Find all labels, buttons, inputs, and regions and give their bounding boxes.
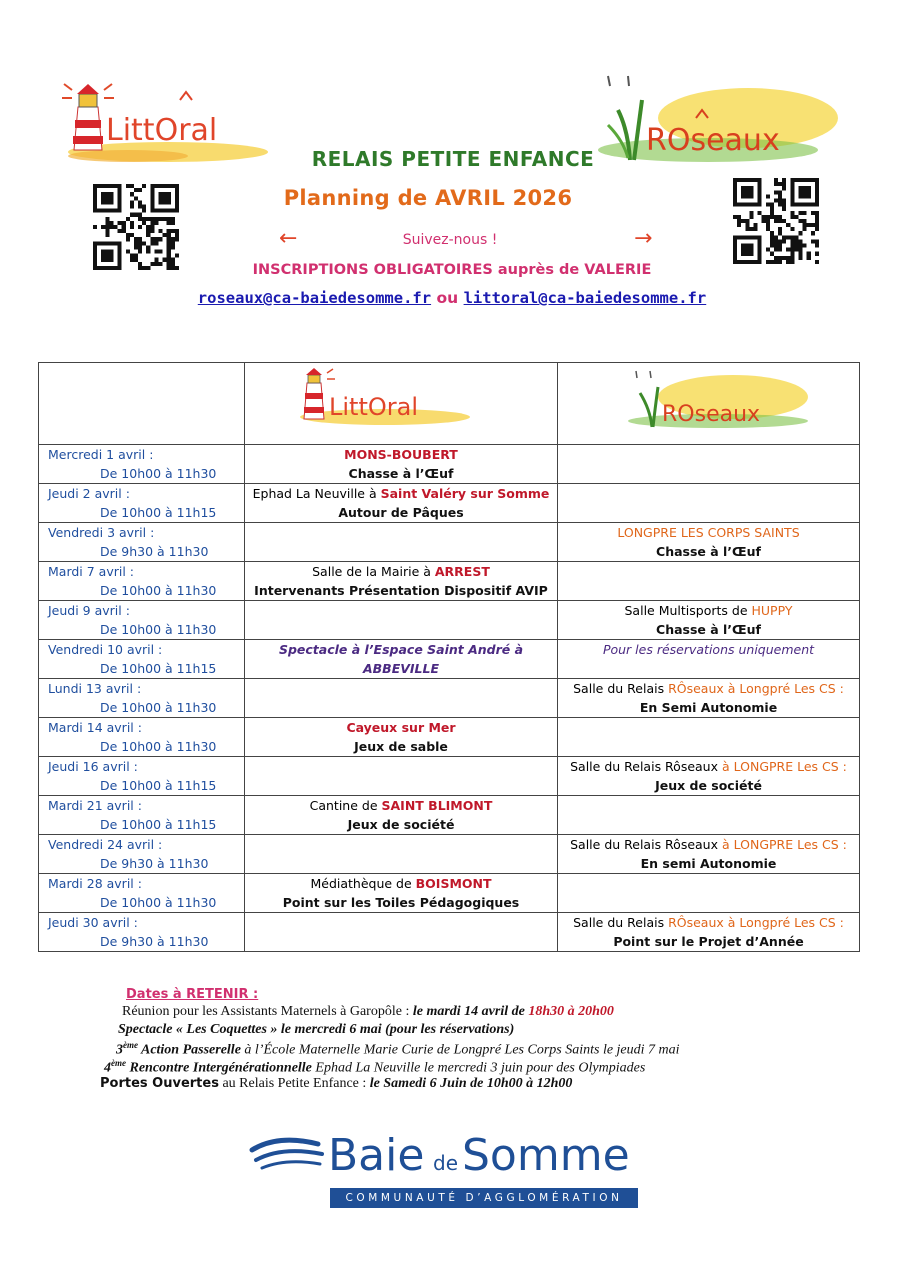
follow-text: Suivez-nous ! xyxy=(402,232,498,248)
table-row xyxy=(39,796,860,835)
activity-venue: Salle Multisports de xyxy=(624,603,752,618)
brand-somme: Somme xyxy=(462,1130,630,1181)
day-label: Mardi 28 avril : xyxy=(48,876,142,891)
retenir-4-num: 4 xyxy=(104,1060,111,1076)
time-label: De 9h30 à 11h30 xyxy=(100,934,209,949)
littoral-activity-cell xyxy=(245,796,558,835)
table-row xyxy=(39,913,860,952)
roseaux-activity-cell xyxy=(558,718,860,757)
activity-note: Pour les réservations uniquement xyxy=(602,642,815,657)
activity-title: Point sur le Projet d’Année xyxy=(613,934,804,949)
retenir-line-4 xyxy=(104,1058,645,1077)
date-cell xyxy=(39,445,245,484)
day-label: Lundi 13 avril : xyxy=(48,681,142,696)
day-label: Jeudi 2 avril : xyxy=(48,486,130,501)
table-row xyxy=(39,640,860,679)
retenir-3b: à l’École Maternelle Marie Curie de Longpré Les Corps Saints le jeudi 7 mai xyxy=(240,1042,680,1058)
date-cell xyxy=(39,484,245,523)
activity-venue: Salle du Relais Rôseaux xyxy=(570,837,722,852)
table-row xyxy=(39,835,860,874)
dates-retenir-title: Dates à RETENIR : xyxy=(126,987,259,1002)
activity-venue: Cantine de xyxy=(309,798,382,813)
retenir-4-sup: ème xyxy=(111,1058,126,1068)
activity-venue: Salle du Relais xyxy=(573,681,669,696)
littoral-activity-cell xyxy=(245,562,558,601)
date-cell xyxy=(39,757,245,796)
activity-place: LONGPRE LES CORPS SAINTS xyxy=(617,525,800,540)
activity-title: Point sur les Toiles Pédagogiques xyxy=(282,895,520,910)
day-label: Vendredi 10 avril : xyxy=(48,642,163,657)
littoral-activity-cell xyxy=(245,484,558,523)
retenir-1b: le mardi 14 avril de xyxy=(412,1004,529,1019)
roseaux-logo-small xyxy=(558,363,860,439)
table-row xyxy=(39,874,860,913)
activity-place: BOISMONT xyxy=(415,876,492,891)
littoral-logo-text: LittOral xyxy=(106,113,218,148)
day-label: Jeudi 30 avril : xyxy=(48,915,138,930)
date-cell xyxy=(39,874,245,913)
roseaux-activity-cell xyxy=(558,835,860,874)
day-label: Vendredi 3 avril : xyxy=(48,525,155,540)
activity-title: Jeux de société xyxy=(655,778,762,793)
day-label: Vendredi 24 avril : xyxy=(48,837,163,852)
activity-title: En semi Autonomie xyxy=(640,856,777,871)
littoral-activity-cell xyxy=(245,835,558,874)
wave-icon xyxy=(252,1140,322,1168)
time-label: De 10h00 à 11h15 xyxy=(100,778,217,793)
time-label: De 10h00 à 11h30 xyxy=(100,895,217,910)
roseaux-activity-cell xyxy=(558,679,860,718)
littoral-activity-cell xyxy=(245,445,558,484)
table-row xyxy=(39,523,860,562)
littoral-activity-cell xyxy=(245,679,558,718)
retenir-line-2: Spectacle « Les Coquettes » le mercredi 6 mai (pour les réservations) xyxy=(118,1022,515,1037)
retenir-3-sup: ème xyxy=(123,1040,138,1050)
activity-venue: Salle du Relais Rôseaux xyxy=(570,759,722,774)
activity-title: Chasse à l’Œuf xyxy=(348,466,454,481)
activity-place: HUPPY xyxy=(751,603,793,618)
date-cell xyxy=(39,835,245,874)
table-row xyxy=(39,601,860,640)
retenir-1a: Réunion pour les Assistants Maternels à Garopôle : xyxy=(122,1004,413,1019)
littoral-activity-cell xyxy=(245,601,558,640)
table-header-roseaux xyxy=(558,363,860,445)
activity-place: Spectacle à l’Espace Saint André à xyxy=(278,642,524,657)
date-cell xyxy=(39,601,245,640)
day-label: Mardi 21 avril : xyxy=(48,798,142,813)
day-label: Jeudi 9 avril : xyxy=(48,603,130,618)
littoral-activity-cell xyxy=(245,757,558,796)
activity-place: à LONGPRE Les CS : xyxy=(721,759,847,774)
arrow-right-icon: → xyxy=(634,226,653,251)
retenir-5a: Portes Ouvertes xyxy=(100,1076,219,1091)
date-cell xyxy=(39,640,245,679)
retenir-line-1 xyxy=(122,1004,614,1020)
date-cell xyxy=(39,679,245,718)
roseaux-activity-cell xyxy=(558,913,860,952)
time-label: De 9h30 à 11h30 xyxy=(100,544,209,559)
retenir-4b: Ephad La Neuville le mercredi 3 juin pour des Olympiades xyxy=(311,1060,646,1076)
brand-tagline: COMMUNAUTÉ D’AGGLOMÉRATION xyxy=(330,1188,638,1208)
littoral-activity-cell xyxy=(245,640,558,679)
roseaux-logo-small-text: ROseaux xyxy=(662,402,761,427)
activity-title: En Semi Autonomie xyxy=(639,700,778,715)
email-separator: ou xyxy=(436,289,459,307)
activity-venue: Salle de la Mairie à xyxy=(312,564,435,579)
table-row xyxy=(39,718,860,757)
activity-title: Jeux de société xyxy=(347,817,455,832)
roseaux-activity-cell xyxy=(558,757,860,796)
roseaux-activity-cell xyxy=(558,562,860,601)
brand-baie: Baie xyxy=(328,1130,425,1181)
table-row xyxy=(39,445,860,484)
littoral-logo-small-text: LittOral xyxy=(329,393,418,421)
littoral-activity-cell xyxy=(245,874,558,913)
activity-place: RÔseaux à Longpré Les CS : xyxy=(668,915,844,930)
activity-place: à LONGPRE Les CS : xyxy=(721,837,847,852)
arrow-left-icon: ← xyxy=(279,226,298,251)
day-label: Mardi 14 avril : xyxy=(48,720,142,735)
roseaux-activity-cell xyxy=(558,523,860,562)
roseaux-activity-cell xyxy=(558,874,860,913)
activity-place: SAINT BLIMONT xyxy=(381,798,493,813)
retenir-3a: Action Passerelle xyxy=(138,1042,241,1058)
email-line xyxy=(2,289,900,307)
roseaux-activity-cell xyxy=(558,640,860,679)
roseaux-activity-cell xyxy=(558,484,860,523)
inscriptions-notice: INSCRIPTIONS OBLIGATOIRES auprès de VALERIE xyxy=(252,262,652,278)
date-cell xyxy=(39,562,245,601)
activity-place: Cayeux sur Mer xyxy=(346,720,456,735)
table-row xyxy=(39,679,860,718)
time-label: De 9h30 à 11h30 xyxy=(100,856,209,871)
activity-title: Chasse à l’Œuf xyxy=(656,622,761,637)
activity-place: ARREST xyxy=(434,564,490,579)
email-roseaux-link[interactable]: roseaux@ca-baiedesomme.fr xyxy=(197,289,432,307)
time-label: De 10h00 à 11h15 xyxy=(100,505,217,520)
time-label: De 10h00 à 11h30 xyxy=(100,700,217,715)
time-label: De 10h00 à 11h30 xyxy=(100,739,217,754)
activity-venue: Salle du Relais xyxy=(573,915,669,930)
brand-de: de xyxy=(433,1151,458,1175)
table-row xyxy=(39,757,860,796)
retenir-3-num: 3 xyxy=(116,1042,123,1058)
time-label: De 10h00 à 11h30 xyxy=(100,466,217,481)
littoral-activity-cell xyxy=(245,913,558,952)
activity-place: RÔseaux à Longpré Les CS : xyxy=(668,681,844,696)
date-cell xyxy=(39,523,245,562)
table-header-littoral xyxy=(245,363,558,445)
activity-place: MONS-BOUBERT xyxy=(344,447,458,462)
littoral-activity-cell xyxy=(245,718,558,757)
roseaux-activity-cell xyxy=(558,796,860,835)
littoral-activity-cell xyxy=(245,523,558,562)
table-row xyxy=(39,484,860,523)
date-cell xyxy=(39,796,245,835)
retenir-line-5 xyxy=(100,1076,572,1092)
page-title: RELAIS PETITE ENFANCE xyxy=(311,147,595,171)
roseaux-activity-cell xyxy=(558,445,860,484)
retenir-line-3 xyxy=(116,1040,680,1059)
table-row xyxy=(39,562,860,601)
retenir-5b: au Relais Petite Enfance : xyxy=(218,1076,370,1091)
activity-venue: Ephad La Neuville à xyxy=(252,486,381,501)
activity-title: Intervenants Présentation Dispositif AVIP xyxy=(254,583,548,598)
email-littoral-link[interactable]: littoral@ca-baiedesomme.fr xyxy=(463,289,707,307)
day-label: Jeudi 16 avril : xyxy=(48,759,138,774)
time-label: De 10h00 à 11h15 xyxy=(100,817,217,832)
time-label: De 10h00 à 11h30 xyxy=(100,583,217,598)
table-header-empty xyxy=(39,363,245,445)
activity-place: ABBEVILLE xyxy=(362,661,440,676)
retenir-1c: 18h30 à 20h00 xyxy=(528,1004,614,1019)
activity-title: Autour de Pâques xyxy=(338,505,464,520)
retenir-4a: Rencontre Intergénérationnelle xyxy=(126,1060,312,1076)
date-cell xyxy=(39,718,245,757)
roseaux-logo-text: ROseaux xyxy=(646,123,780,158)
page-subtitle: Planning de AVRIL 2026 xyxy=(283,186,573,210)
activity-title: Jeux de sable xyxy=(354,739,448,754)
time-label: De 10h00 à 11h30 xyxy=(100,622,217,637)
day-label: Mardi 7 avril : xyxy=(48,564,134,579)
date-cell xyxy=(39,913,245,952)
littoral-logo-small xyxy=(245,363,558,439)
activity-place: Saint Valéry sur Somme xyxy=(380,486,550,501)
table-header-row xyxy=(39,363,860,445)
retenir-5c: le Samedi 6 Juin de 10h00 à 12h00 xyxy=(369,1076,573,1091)
activity-venue: Médiathèque de xyxy=(310,876,416,891)
roseaux-activity-cell xyxy=(558,601,860,640)
planning-table xyxy=(38,362,860,952)
time-label: De 10h00 à 11h15 xyxy=(100,661,217,676)
activity-title: Chasse à l’Œuf xyxy=(656,544,761,559)
day-label: Mercredi 1 avril : xyxy=(48,447,154,462)
